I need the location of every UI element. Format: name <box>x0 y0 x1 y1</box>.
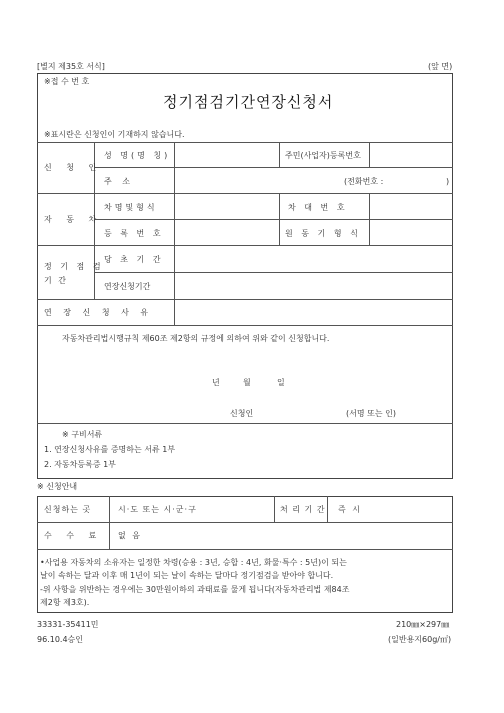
approval-date: 96.10.4승인 <box>37 635 83 644</box>
place-value: 시·도 또는 시·군·구 <box>118 505 197 514</box>
row-divider <box>94 167 453 168</box>
row-divider <box>37 193 453 194</box>
column-divider <box>279 193 280 245</box>
column-divider <box>174 142 175 325</box>
chassis-number-field[interactable] <box>373 202 449 214</box>
guide-note-line: •사업용 자동차의 소유자는 일정한 차령(승용 : 3년, 승합 : 4년, 화물·특수 : 5년)이 되는 <box>40 558 347 567</box>
guide-title: ※ 신청안내 <box>37 482 78 491</box>
guide-column-divider <box>109 496 110 549</box>
chassis-number-label: 차 대 번 호 <box>288 203 348 212</box>
date-month-label: 월 <box>243 378 251 387</box>
phone-label: (전화번호 : <box>344 177 384 186</box>
processing-period-value: 즉 시 <box>338 505 362 514</box>
guide-column-divider <box>327 496 328 522</box>
row-divider <box>37 245 453 246</box>
page-side-label: (앞 면) <box>428 62 453 71</box>
original-period-label: 당 초 기 간 <box>104 255 164 264</box>
row-divider <box>37 423 453 424</box>
requested-period-field[interactable] <box>178 281 449 293</box>
guide-note-line: 날이 속하는 달과 이후 매 1년이 되는 날이 속하는 달마다 정기점검을 받아야 합니다. <box>40 571 334 580</box>
row-divider <box>37 299 453 300</box>
signature-or-seal-label: (서명 또는 인) <box>346 409 396 418</box>
row-divider <box>37 325 453 326</box>
form-note: ※표시란은 신청인이 기재하지 않습니다. <box>44 130 185 139</box>
name-field[interactable] <box>178 150 276 162</box>
address-label: 주 소 <box>104 177 134 186</box>
guide-row-divider <box>37 549 453 550</box>
registration-number-field[interactable] <box>373 150 449 162</box>
vehicle-section-label: 자 동 차 <box>44 215 103 224</box>
guide-row-divider <box>37 522 453 523</box>
engine-type-field[interactable] <box>373 228 449 240</box>
paper-type: (일반용지60g/㎡) <box>388 635 452 644</box>
fee-label: 수 수 료 <box>44 531 103 540</box>
guide-note-line: 제2항 제3호). <box>40 598 90 607</box>
extension-reason-field[interactable] <box>178 307 449 319</box>
place-label: 신청하는 곳 <box>44 505 92 514</box>
address-field[interactable] <box>178 176 338 188</box>
column-divider <box>369 142 370 167</box>
name-label: 성 명(명 칭) <box>104 151 171 160</box>
period-section-label-line1: 정 기 점 검 <box>44 262 104 271</box>
requested-period-label: 연장신청기간 <box>104 282 151 291</box>
required-documents-title: ※ 구비서류 <box>62 430 103 439</box>
engine-type-label: 원 동 기 형 식 <box>285 229 361 238</box>
date-day-label: 일 <box>277 378 285 387</box>
fee-value: 없 음 <box>118 531 142 540</box>
required-document-item: 1. 연장신청사유를 증명하는 서류 1부 <box>44 445 176 454</box>
column-divider <box>369 193 370 245</box>
period-section-label-line2: 기 간 <box>44 276 68 285</box>
required-document-item: 2. 자동차등록증 1부 <box>44 460 116 469</box>
guide-column-divider <box>274 496 275 522</box>
applicant-signature-label: 신청인 <box>230 409 254 418</box>
registration-plate-field[interactable] <box>178 228 276 240</box>
phone-close-paren: ) <box>446 177 450 186</box>
column-divider <box>279 142 280 167</box>
guide-table <box>37 496 453 613</box>
processing-period-label: 처 리 기 간 <box>280 505 326 514</box>
date-year-label: 년 <box>212 378 220 387</box>
form-code: 33331-35411민 <box>37 620 99 629</box>
vehicle-model-field[interactable] <box>178 202 276 214</box>
row-divider <box>37 142 453 143</box>
row-divider <box>94 219 453 220</box>
vehicle-model-label: 차명및형식 <box>104 203 158 212</box>
guide-note-line: -위 사항을 위반하는 경우에는 30만원이하의 과태료를 물게 됩니다(자동차관리법 제84조 <box>40 585 350 594</box>
applicant-section-label: 신 청 인 <box>44 163 103 172</box>
original-period-field[interactable] <box>178 254 449 266</box>
registration-plate-label: 등 록 번 호 <box>104 229 164 238</box>
paper-size: 210㎜×297㎜ <box>396 620 450 629</box>
receipt-number-label: ※접 수 번 호 <box>44 77 90 86</box>
declaration-text: 자동차관리법시행규칙 제60조 제2항의 규정에 의하여 위와 같이 신청합니다. <box>62 334 330 343</box>
form-number: [별지 제35호 서식] <box>37 62 105 71</box>
registration-number-label: 주민(사업자)등록번호 <box>285 151 361 160</box>
row-divider <box>94 272 453 273</box>
form-title: 정기점검기간연장신청서 <box>163 93 334 111</box>
extension-reason-label: 연 장 신 청 사 유 <box>44 308 153 317</box>
